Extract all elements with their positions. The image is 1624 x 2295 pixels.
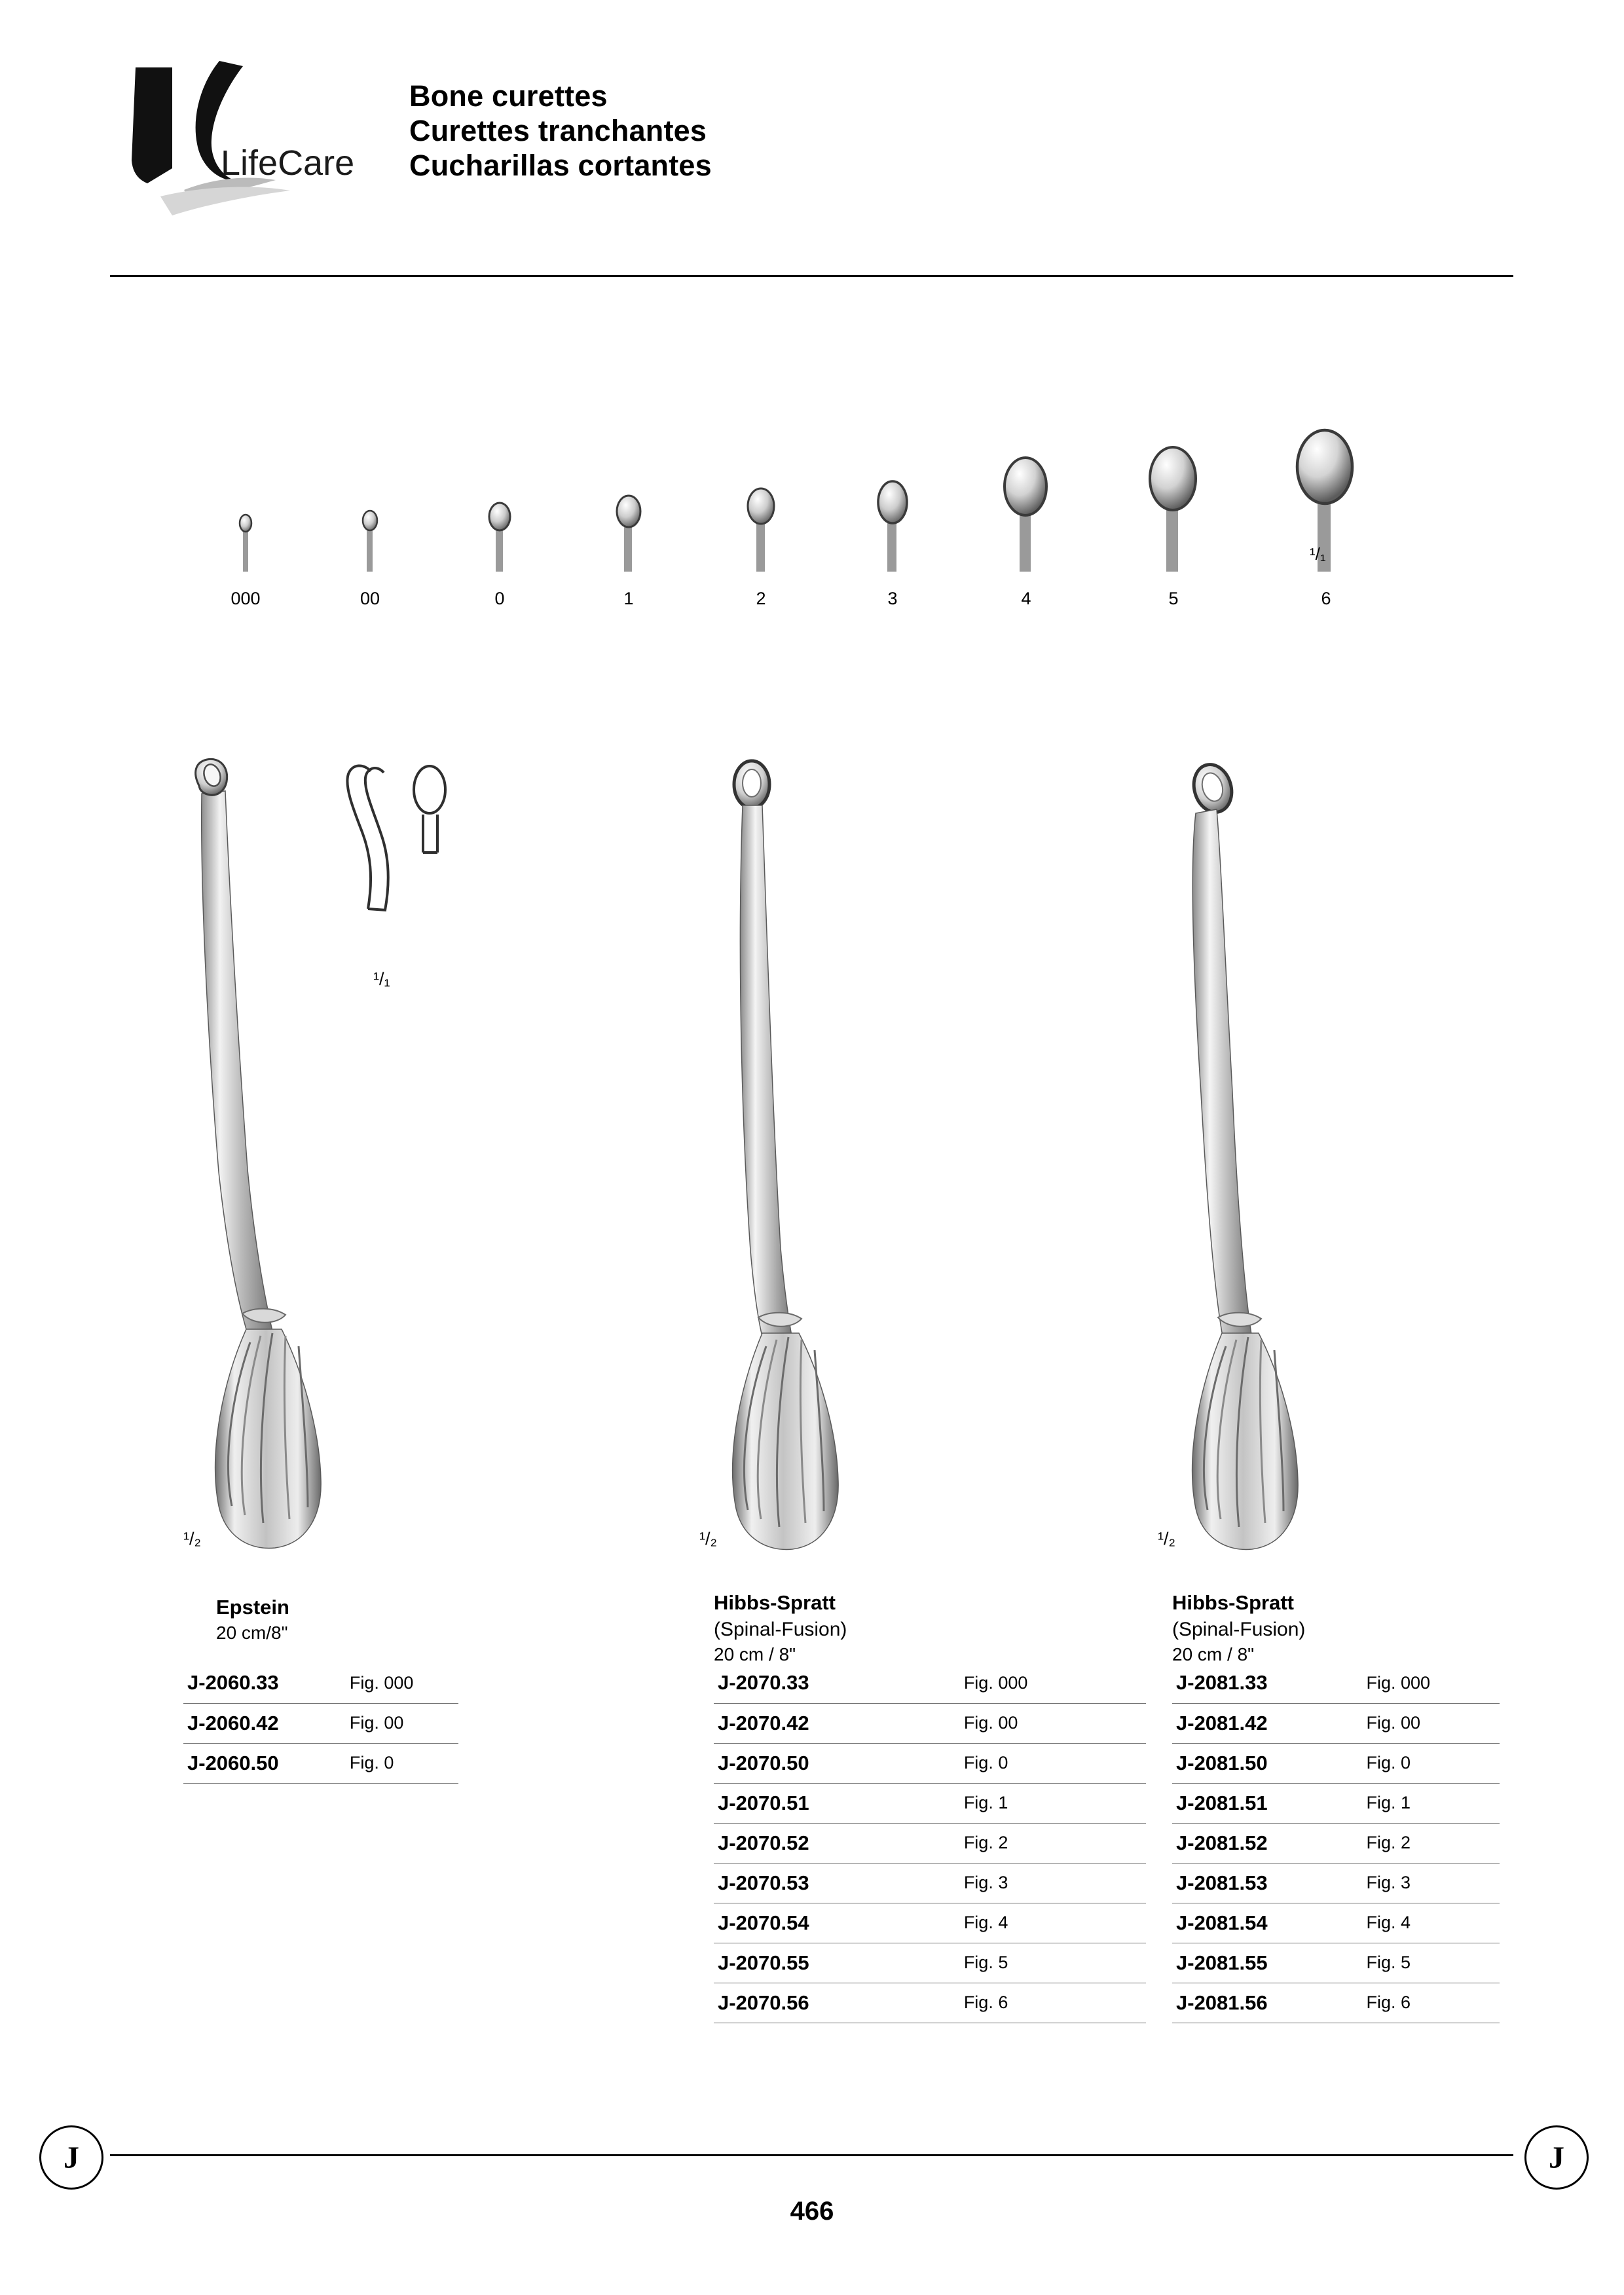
scale-label: 000	[231, 589, 261, 608]
ref-fig: Fig. 2	[1347, 1823, 1500, 1863]
table-row[interactable]	[1172, 1943, 1500, 1983]
table-row[interactable]	[714, 1743, 1146, 1783]
instrument-epstein	[177, 753, 485, 1774]
epstein-name: Epstein	[216, 1596, 289, 1619]
ref-fig: Fig. 5	[944, 1943, 1146, 1983]
header-divider	[110, 275, 1513, 277]
curette-tip-icon	[229, 500, 263, 575]
footer-divider	[110, 2154, 1513, 2156]
hibbs-spratt-2081-illustration	[1153, 753, 1460, 1558]
curette-tip-icon	[864, 462, 921, 575]
svg-text:LifeCare: LifeCare	[221, 143, 355, 183]
table-row[interactable]	[714, 1703, 1146, 1743]
ref-code: J-2060.42	[183, 1703, 330, 1743]
epstein-detail-ratio: ¹/₁	[373, 969, 390, 989]
ref-fig: Fig. 00	[1347, 1703, 1500, 1743]
title-line-fr: Curettes tranchantes	[409, 114, 707, 148]
ref-fig: Fig. 5	[1347, 1943, 1500, 1983]
ref-code: J-2070.33	[714, 1663, 944, 1703]
curette-tip-icon	[735, 469, 787, 575]
ref-code: J-2081.55	[1172, 1943, 1347, 1983]
ref-fig: Fig. 1	[1347, 1783, 1500, 1823]
instrument-hibbs-spratt-2081	[1153, 753, 1460, 2014]
section-badge-left: J	[39, 2125, 103, 2190]
scale-label: 0	[494, 589, 505, 608]
scale-label: 2	[756, 589, 766, 608]
instrument-hibbs-spratt-2070	[694, 753, 1028, 2014]
curette-tip-icon	[604, 477, 653, 575]
ref-code: J-2081.50	[1172, 1743, 1347, 1783]
ref-code: J-2070.56	[714, 1983, 944, 2023]
page-number: 466	[790, 2197, 834, 2226]
table-row[interactable]	[1172, 1983, 1500, 2023]
epstein-caption	[216, 1594, 289, 1645]
table-row[interactable]	[714, 1783, 1146, 1823]
ref-code: J-2070.50	[714, 1743, 944, 1783]
ref-code: J-2070.42	[714, 1703, 944, 1743]
table-row[interactable]	[1172, 1823, 1500, 1863]
ref-fig: Fig. 000	[944, 1663, 1146, 1703]
page-header	[0, 0, 1624, 301]
ref-fig: Fig. 3	[1347, 1863, 1500, 1903]
table-row[interactable]	[183, 1663, 458, 1703]
scale-item-4	[970, 426, 1082, 609]
scale-item-2	[715, 439, 807, 609]
ref-fig: Fig. 6	[1347, 1983, 1500, 2023]
table-row[interactable]	[1172, 1783, 1500, 1823]
ref-code: J-2060.33	[183, 1663, 330, 1703]
ref-fig: Fig. 4	[944, 1903, 1146, 1943]
title-line-es: Cucharillas cortantes	[409, 149, 712, 183]
epstein-ref-table	[183, 1663, 458, 1784]
ref-fig: Fig. 000	[1347, 1663, 1500, 1703]
hibbs-spratt-2070-illustration	[694, 753, 1002, 1558]
epstein-size: 20 cm/8"	[216, 1622, 288, 1643]
ref-code: J-2081.56	[1172, 1983, 1347, 2023]
section-badge-right: J	[1524, 2125, 1589, 2190]
page-title	[409, 79, 712, 183]
ref-code: J-2070.51	[714, 1783, 944, 1823]
hibbs-2070-ratio: ¹/₂	[699, 1529, 717, 1549]
size-scale-row	[0, 386, 1624, 609]
scale-item-1	[586, 439, 671, 609]
curette-tip-icon	[1135, 431, 1212, 575]
ref-code: J-2081.54	[1172, 1903, 1347, 1943]
scale-label: 3	[887, 589, 898, 608]
scale-label: 6	[1321, 589, 1331, 608]
ref-code: J-2070.53	[714, 1863, 944, 1903]
curette-tip-icon	[991, 441, 1061, 575]
table-row[interactable]	[714, 1943, 1146, 1983]
hibbs-2070-subtitle: (Spinal-Fusion)	[714, 1618, 847, 1640]
scale-label: 4	[1021, 589, 1031, 608]
ref-fig: Fig. 1	[944, 1783, 1146, 1823]
ref-fig: Fig. 000	[330, 1663, 458, 1703]
table-row[interactable]	[1172, 1663, 1500, 1703]
table-row[interactable]	[1172, 1703, 1500, 1743]
table-row[interactable]	[183, 1703, 458, 1743]
ref-code: J-2081.53	[1172, 1863, 1347, 1903]
title-line-en: Bone curettes	[409, 79, 608, 113]
table-row[interactable]	[1172, 1743, 1500, 1783]
hibbs-2081-ratio: ¹/₂	[1158, 1529, 1175, 1549]
curette-tip-icon	[477, 485, 523, 575]
ref-fig: Fig. 00	[944, 1703, 1146, 1743]
ref-code: J-2081.52	[1172, 1823, 1347, 1863]
ref-code: J-2070.52	[714, 1823, 944, 1863]
scale-label: 00	[360, 589, 380, 608]
curette-tip-icon	[351, 496, 389, 575]
scale-item-5	[1115, 419, 1232, 609]
lifecare-logo	[121, 56, 396, 226]
table-row[interactable]	[714, 1663, 1146, 1703]
ref-fig: Fig. 00	[330, 1703, 458, 1743]
table-row[interactable]	[714, 1983, 1146, 2023]
hibbs-2081-ref-table	[1172, 1663, 1500, 2023]
hibbs-2081-caption	[1172, 1590, 1305, 1666]
ref-code: J-2070.55	[714, 1943, 944, 1983]
hibbs-2070-ref-table	[714, 1663, 1146, 2023]
ref-code: J-2081.42	[1172, 1703, 1347, 1743]
table-row[interactable]	[1172, 1903, 1500, 1943]
scale-label: 5	[1168, 589, 1179, 608]
curette-tip-icon	[1282, 414, 1370, 575]
scale-ratio-label: ¹/₁	[1310, 544, 1326, 564]
ref-fig: Fig. 2	[944, 1823, 1146, 1863]
ref-code: J-2081.51	[1172, 1783, 1347, 1823]
scale-label: 1	[623, 589, 634, 608]
hibbs-2081-name: Hibbs-Spratt	[1172, 1591, 1294, 1614]
table-row[interactable]	[714, 1863, 1146, 1903]
scale-item-00	[331, 439, 409, 609]
epstein-illustration	[177, 753, 485, 1558]
hibbs-2070-caption	[714, 1590, 847, 1666]
ref-fig: Fig. 0	[330, 1743, 458, 1783]
ref-code: J-2070.54	[714, 1903, 944, 1943]
scale-item-000	[206, 439, 285, 609]
table-row[interactable]	[1172, 1863, 1500, 1903]
ref-fig: Fig. 4	[1347, 1903, 1500, 1943]
ref-fig: Fig. 0	[944, 1743, 1146, 1783]
scale-item-3	[843, 439, 942, 609]
epstein-ratio: ¹/₂	[183, 1529, 201, 1549]
hibbs-2081-subtitle: (Spinal-Fusion)	[1172, 1618, 1306, 1640]
ref-code: J-2060.50	[183, 1743, 330, 1783]
ref-code: J-2081.33	[1172, 1663, 1347, 1703]
hibbs-2070-name: Hibbs-Spratt	[714, 1591, 836, 1614]
hibbs-2081-size: 20 cm / 8"	[1172, 1643, 1255, 1664]
scale-item-0	[457, 439, 542, 609]
ref-fig: Fig. 3	[944, 1863, 1146, 1903]
table-row[interactable]	[714, 1823, 1146, 1863]
table-row[interactable]	[183, 1743, 458, 1783]
ref-fig: Fig. 6	[944, 1983, 1146, 2023]
ref-fig: Fig. 0	[1347, 1743, 1500, 1783]
hibbs-2070-size: 20 cm / 8"	[714, 1643, 796, 1664]
table-row[interactable]	[714, 1903, 1146, 1943]
scale-item-6	[1261, 406, 1392, 609]
